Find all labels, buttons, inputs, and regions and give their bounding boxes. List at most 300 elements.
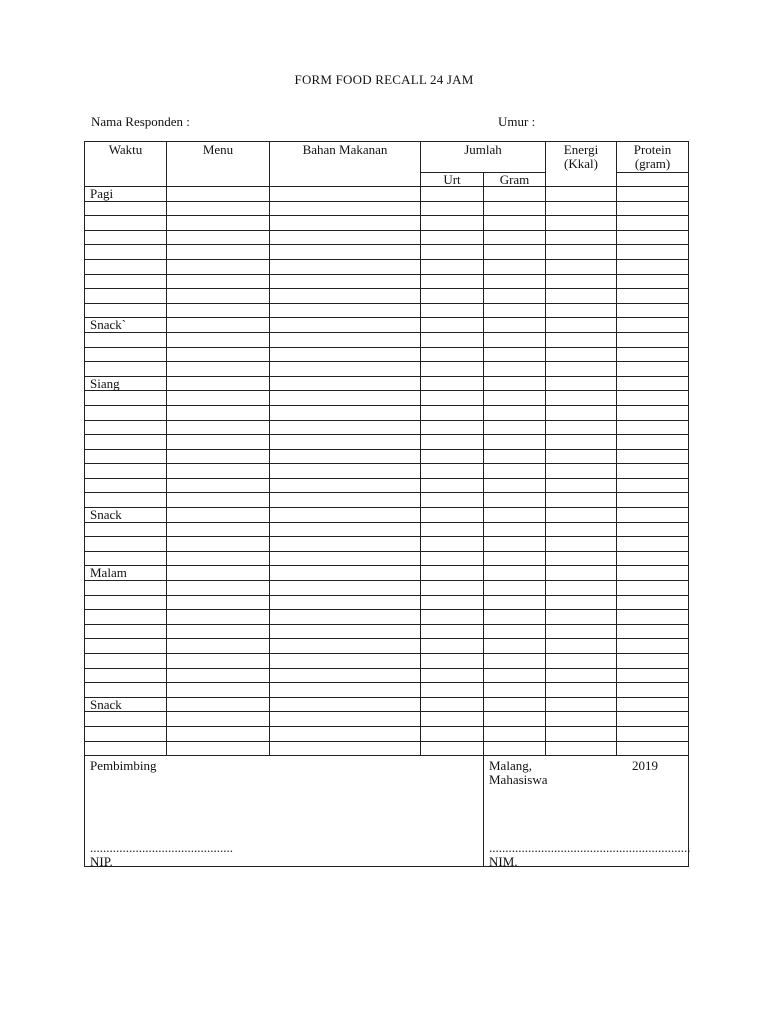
table-cell[interactable]: [167, 741, 270, 756]
table-cell[interactable]: [421, 362, 484, 377]
table-cell[interactable]: [270, 551, 421, 566]
table-cell[interactable]: [270, 420, 421, 435]
table-cell[interactable]: [270, 289, 421, 304]
table-cell[interactable]: [85, 683, 167, 698]
table-cell[interactable]: [484, 522, 546, 537]
table-cell[interactable]: [270, 654, 421, 669]
table-cell[interactable]: [270, 610, 421, 625]
header-bahan-makanan: Bahan Makanan: [270, 142, 421, 187]
table-cell[interactable]: [270, 245, 421, 260]
header-protein-blank: [617, 173, 689, 187]
table-cell[interactable]: [270, 274, 421, 289]
table-cell[interactable]: [167, 639, 270, 654]
table-cell[interactable]: [421, 537, 484, 552]
nip-label: NIP.: [90, 854, 113, 870]
table-cell[interactable]: [617, 420, 689, 435]
table-cell[interactable]: [484, 712, 546, 727]
table-cell[interactable]: [270, 683, 421, 698]
table-cell[interactable]: [421, 420, 484, 435]
table-row: [85, 376, 689, 391]
table-cell[interactable]: [484, 187, 546, 202]
table-cell[interactable]: [484, 449, 546, 464]
table-cell[interactable]: [546, 566, 617, 581]
table-cell[interactable]: [270, 187, 421, 202]
table-cell[interactable]: [546, 595, 617, 610]
table-row: [85, 493, 689, 508]
table-cell[interactable]: [617, 449, 689, 464]
table-cell[interactable]: [617, 551, 689, 566]
table-cell[interactable]: [617, 566, 689, 581]
table-cell[interactable]: [167, 216, 270, 231]
header-jumlah: Jumlah: [421, 142, 546, 173]
table-cell[interactable]: [167, 508, 270, 523]
table-cell[interactable]: [270, 464, 421, 479]
header-protein-line2: (gram): [634, 156, 671, 171]
table-cell[interactable]: [270, 726, 421, 741]
table-cell[interactable]: [167, 391, 270, 406]
year-label: 2019: [632, 758, 658, 774]
table-cell[interactable]: [167, 405, 270, 420]
table-cell[interactable]: [270, 595, 421, 610]
table-cell[interactable]: [270, 493, 421, 508]
table-cell[interactable]: [85, 332, 167, 347]
table-cell[interactable]: [85, 581, 167, 596]
table-cell[interactable]: [167, 478, 270, 493]
table-cell[interactable]: [421, 318, 484, 333]
table-row: [85, 318, 689, 333]
table-cell[interactable]: [270, 566, 421, 581]
table-cell[interactable]: [167, 376, 270, 391]
table-cell[interactable]: [546, 347, 617, 362]
table-cell[interactable]: [617, 464, 689, 479]
table-cell[interactable]: [270, 449, 421, 464]
table-cell[interactable]: [85, 420, 167, 435]
table-cell[interactable]: [546, 478, 617, 493]
table-cell[interactable]: [167, 537, 270, 552]
table-cell[interactable]: [421, 712, 484, 727]
table-cell[interactable]: [617, 624, 689, 639]
table-cell[interactable]: [167, 712, 270, 727]
table-cell[interactable]: [421, 187, 484, 202]
table-cell[interactable]: [167, 332, 270, 347]
table-cell[interactable]: [270, 668, 421, 683]
table-cell[interactable]: [421, 216, 484, 231]
table-cell[interactable]: [85, 245, 167, 260]
table-cell[interactable]: [421, 522, 484, 537]
table-cell[interactable]: [617, 639, 689, 654]
table-cell[interactable]: [546, 697, 617, 712]
table-cell[interactable]: [421, 347, 484, 362]
table-cell[interactable]: [617, 610, 689, 625]
table-cell[interactable]: [546, 726, 617, 741]
table-cell[interactable]: [85, 639, 167, 654]
table-cell[interactable]: [270, 201, 421, 216]
table-cell[interactable]: [421, 230, 484, 245]
table-cell[interactable]: [484, 435, 546, 450]
table-cell[interactable]: [617, 712, 689, 727]
table-cell[interactable]: [617, 726, 689, 741]
table-cell[interactable]: [421, 464, 484, 479]
table-cell[interactable]: [617, 216, 689, 231]
table-cell[interactable]: [617, 595, 689, 610]
table-row: [85, 508, 689, 523]
mahasiswa-label: Mahasiswa: [489, 772, 548, 788]
table-cell[interactable]: [421, 391, 484, 406]
table-cell[interactable]: [270, 405, 421, 420]
table-cell[interactable]: [85, 391, 167, 406]
header-waktu: Waktu: [85, 142, 167, 187]
table-cell[interactable]: [421, 668, 484, 683]
table-cell[interactable]: [85, 201, 167, 216]
table-cell[interactable]: [617, 478, 689, 493]
table-cell[interactable]: [270, 697, 421, 712]
table-cell[interactable]: [546, 639, 617, 654]
table-cell[interactable]: [270, 508, 421, 523]
table-cell[interactable]: [617, 668, 689, 683]
table-cell[interactable]: [270, 230, 421, 245]
table-cell[interactable]: [484, 581, 546, 596]
table-cell[interactable]: [167, 362, 270, 377]
table-cell[interactable]: [546, 289, 617, 304]
table-cell[interactable]: [270, 639, 421, 654]
table-cell[interactable]: [484, 289, 546, 304]
table-cell[interactable]: [617, 318, 689, 333]
table-cell[interactable]: [546, 624, 617, 639]
table-cell[interactable]: [484, 318, 546, 333]
table-cell[interactable]: [421, 639, 484, 654]
table-cell[interactable]: [484, 741, 546, 756]
table-cell[interactable]: [167, 595, 270, 610]
table-cell[interactable]: [421, 478, 484, 493]
table-cell[interactable]: [484, 201, 546, 216]
table-cell[interactable]: [546, 332, 617, 347]
table-cell[interactable]: [421, 654, 484, 669]
nim-label: NIM.: [489, 854, 518, 870]
table-cell[interactable]: [270, 624, 421, 639]
table-cell[interactable]: [546, 274, 617, 289]
table-row: [85, 449, 689, 464]
table-cell[interactable]: [546, 405, 617, 420]
table-cell[interactable]: [484, 464, 546, 479]
table-cell[interactable]: [421, 697, 484, 712]
table-cell[interactable]: [617, 391, 689, 406]
table-cell[interactable]: [85, 624, 167, 639]
table-cell[interactable]: [484, 668, 546, 683]
table-cell[interactable]: [546, 362, 617, 377]
table-cell[interactable]: [546, 712, 617, 727]
table-cell[interactable]: [546, 245, 617, 260]
table-cell[interactable]: [85, 595, 167, 610]
table-cell[interactable]: [270, 522, 421, 537]
malang-label: Malang,: [489, 758, 532, 774]
table-cell[interactable]: [421, 508, 484, 523]
table-cell[interactable]: [85, 303, 167, 318]
table-cell[interactable]: [270, 741, 421, 756]
table-cell[interactable]: [85, 654, 167, 669]
table-cell[interactable]: [167, 683, 270, 698]
table-cell[interactable]: [617, 654, 689, 669]
table-cell[interactable]: [484, 405, 546, 420]
table-cell[interactable]: [617, 581, 689, 596]
header-protein-line1: Protein: [633, 142, 672, 157]
table-cell[interactable]: [484, 551, 546, 566]
table-cell[interactable]: [484, 508, 546, 523]
table-cell[interactable]: [546, 551, 617, 566]
table-cell[interactable]: [484, 362, 546, 377]
table-cell[interactable]: [484, 595, 546, 610]
table-cell[interactable]: [85, 289, 167, 304]
table-cell[interactable]: [167, 187, 270, 202]
pembimbing-signature-line: ............................................: [90, 840, 233, 856]
table-cell[interactable]: [421, 259, 484, 274]
header-protein: [617, 142, 689, 173]
table-cell[interactable]: [167, 259, 270, 274]
table-cell[interactable]: [167, 435, 270, 450]
table-cell[interactable]: [546, 537, 617, 552]
table-cell[interactable]: [167, 201, 270, 216]
table-cell[interactable]: [617, 683, 689, 698]
table-cell[interactable]: [484, 259, 546, 274]
table-cell[interactable]: [421, 274, 484, 289]
table-cell[interactable]: [546, 259, 617, 274]
header-energi-line1: Energi: [563, 142, 599, 157]
table-cell[interactable]: [85, 551, 167, 566]
table-cell[interactable]: [167, 697, 270, 712]
table-cell[interactable]: [546, 303, 617, 318]
table-cell[interactable]: [484, 216, 546, 231]
table-cell[interactable]: [546, 581, 617, 596]
table-cell[interactable]: [167, 668, 270, 683]
table-cell[interactable]: [167, 420, 270, 435]
table-cell[interactable]: [421, 683, 484, 698]
table-cell[interactable]: [270, 581, 421, 596]
table-cell[interactable]: [270, 303, 421, 318]
table-cell[interactable]: [270, 332, 421, 347]
table-cell[interactable]: [85, 668, 167, 683]
table-cell[interactable]: [546, 391, 617, 406]
table-cell[interactable]: [617, 362, 689, 377]
table-cell[interactable]: [85, 478, 167, 493]
table-cell[interactable]: [167, 245, 270, 260]
table-cell[interactable]: [85, 405, 167, 420]
table-cell[interactable]: [546, 522, 617, 537]
table-cell[interactable]: [167, 274, 270, 289]
table-cell[interactable]: [546, 201, 617, 216]
table-cell[interactable]: [546, 435, 617, 450]
table-cell[interactable]: [167, 522, 270, 537]
table-cell[interactable]: [421, 449, 484, 464]
table-cell[interactable]: [617, 187, 689, 202]
table-row: [85, 435, 689, 450]
table-cell[interactable]: [617, 289, 689, 304]
table-cell[interactable]: [85, 230, 167, 245]
table-cell[interactable]: [85, 741, 167, 756]
table-cell[interactable]: [546, 376, 617, 391]
table-cell[interactable]: [617, 274, 689, 289]
table-cell[interactable]: [270, 318, 421, 333]
table-row: [85, 668, 689, 683]
table-cell[interactable]: [617, 435, 689, 450]
table-cell[interactable]: [421, 376, 484, 391]
table-cell[interactable]: [167, 654, 270, 669]
table-cell[interactable]: [85, 259, 167, 274]
table-cell[interactable]: [484, 391, 546, 406]
table-cell[interactable]: [85, 216, 167, 231]
table-cell[interactable]: [421, 595, 484, 610]
table-cell[interactable]: [484, 537, 546, 552]
table-cell[interactable]: [484, 493, 546, 508]
table-cell[interactable]: [546, 230, 617, 245]
table-cell[interactable]: [421, 245, 484, 260]
table-cell[interactable]: [270, 712, 421, 727]
table-cell[interactable]: [546, 610, 617, 625]
table-cell[interactable]: [270, 216, 421, 231]
table-cell[interactable]: [421, 566, 484, 581]
table-cell[interactable]: [167, 303, 270, 318]
table-cell[interactable]: [421, 303, 484, 318]
table-cell[interactable]: [167, 624, 270, 639]
table-cell[interactable]: [167, 464, 270, 479]
table-cell[interactable]: [85, 435, 167, 450]
table-cell[interactable]: [167, 566, 270, 581]
table-cell[interactable]: [85, 610, 167, 625]
table-cell[interactable]: [546, 318, 617, 333]
table-cell[interactable]: [617, 697, 689, 712]
table-cell[interactable]: [421, 610, 484, 625]
waktu-section-label: Snack: [85, 697, 167, 712]
table-cell[interactable]: [546, 508, 617, 523]
table-cell[interactable]: [484, 726, 546, 741]
table-cell[interactable]: [167, 347, 270, 362]
table-cell[interactable]: [270, 537, 421, 552]
table-cell[interactable]: [484, 697, 546, 712]
table-cell[interactable]: [617, 245, 689, 260]
table-cell[interactable]: [617, 405, 689, 420]
table-cell[interactable]: [617, 537, 689, 552]
table-cell[interactable]: [85, 726, 167, 741]
table-row: [85, 683, 689, 698]
table-cell[interactable]: [167, 551, 270, 566]
table-row: [85, 332, 689, 347]
table-cell[interactable]: [85, 537, 167, 552]
table-cell[interactable]: [546, 449, 617, 464]
table-cell[interactable]: [617, 508, 689, 523]
table-cell[interactable]: [85, 362, 167, 377]
header-gram: Gram: [484, 173, 546, 187]
table-cell[interactable]: [421, 551, 484, 566]
table-cell[interactable]: [167, 581, 270, 596]
table-row: [85, 624, 689, 639]
table-cell[interactable]: [617, 347, 689, 362]
table-cell[interactable]: [421, 332, 484, 347]
table-cell[interactable]: [484, 376, 546, 391]
table-cell[interactable]: [421, 741, 484, 756]
table-cell[interactable]: [270, 391, 421, 406]
table-cell[interactable]: [167, 449, 270, 464]
table-cell[interactable]: [270, 376, 421, 391]
mahasiswa-signature-box: [484, 756, 691, 870]
table-cell[interactable]: [85, 274, 167, 289]
table-cell[interactable]: [484, 566, 546, 581]
table-cell[interactable]: [546, 420, 617, 435]
table-cell[interactable]: [421, 435, 484, 450]
table-cell[interactable]: [85, 712, 167, 727]
table-cell[interactable]: [167, 318, 270, 333]
table-cell[interactable]: [546, 668, 617, 683]
table-cell[interactable]: [421, 201, 484, 216]
table-cell[interactable]: [617, 376, 689, 391]
table-cell[interactable]: [617, 522, 689, 537]
table-cell[interactable]: [617, 493, 689, 508]
table-cell[interactable]: [617, 230, 689, 245]
table-cell[interactable]: [617, 741, 689, 756]
table-cell[interactable]: [484, 654, 546, 669]
table-row: [85, 566, 689, 581]
table-cell[interactable]: [546, 187, 617, 202]
table-cell[interactable]: [421, 726, 484, 741]
table-cell[interactable]: [85, 449, 167, 464]
table-cell[interactable]: [546, 493, 617, 508]
table-cell[interactable]: [484, 478, 546, 493]
table-cell[interactable]: [484, 303, 546, 318]
table-cell[interactable]: [484, 274, 546, 289]
table-cell[interactable]: [421, 581, 484, 596]
table-cell[interactable]: [270, 347, 421, 362]
table-cell[interactable]: [484, 230, 546, 245]
table-cell[interactable]: [484, 639, 546, 654]
table-cell[interactable]: [617, 303, 689, 318]
table-cell[interactable]: [546, 654, 617, 669]
table-cell[interactable]: [484, 245, 546, 260]
table-cell[interactable]: [484, 624, 546, 639]
table-cell[interactable]: [484, 420, 546, 435]
table-cell[interactable]: [484, 332, 546, 347]
table-cell[interactable]: [546, 683, 617, 698]
form-title: FORM FOOD RECALL 24 JAM: [294, 72, 474, 87]
table-cell[interactable]: [167, 493, 270, 508]
table-cell[interactable]: [421, 624, 484, 639]
table-cell[interactable]: [421, 405, 484, 420]
table-cell[interactable]: [167, 289, 270, 304]
table-cell[interactable]: [617, 259, 689, 274]
table-cell[interactable]: [167, 230, 270, 245]
table-cell[interactable]: [85, 347, 167, 362]
table-cell[interactable]: [167, 610, 270, 625]
table-row: [85, 391, 689, 406]
table-cell[interactable]: [270, 435, 421, 450]
table-cell[interactable]: [484, 347, 546, 362]
table-row: [85, 654, 689, 669]
table-cell[interactable]: [421, 493, 484, 508]
table-row: [85, 405, 689, 420]
table-row: [85, 741, 689, 756]
table-cell[interactable]: [546, 216, 617, 231]
table-cell[interactable]: [270, 478, 421, 493]
table-cell[interactable]: [421, 289, 484, 304]
table-cell[interactable]: [617, 332, 689, 347]
table-cell[interactable]: [617, 201, 689, 216]
table-cell[interactable]: [85, 522, 167, 537]
table-cell[interactable]: [270, 259, 421, 274]
table-cell[interactable]: [546, 741, 617, 756]
table-cell[interactable]: [484, 610, 546, 625]
table-cell[interactable]: [546, 464, 617, 479]
table-cell[interactable]: [484, 683, 546, 698]
table-cell[interactable]: [167, 726, 270, 741]
table-cell[interactable]: [85, 493, 167, 508]
table-cell[interactable]: [270, 362, 421, 377]
table-cell[interactable]: [85, 464, 167, 479]
